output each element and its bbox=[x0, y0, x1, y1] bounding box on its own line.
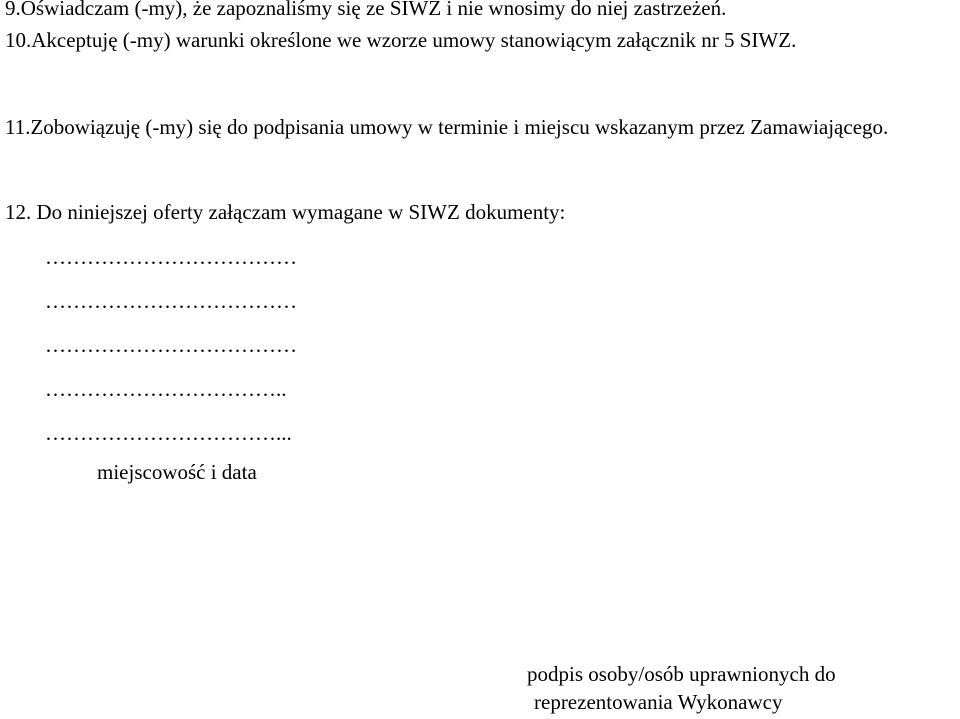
statement-11: 11.Zobowiązuję (-my) się do podpisania umowy w terminie i miejscu wskazanym przez Zamawiającego. bbox=[5, 115, 889, 139]
statement-10: 10.Akceptuję (-my) warunki określone we wzorze umowy stanowiącym załącznik nr 5 SIWZ. bbox=[5, 28, 797, 52]
signature-block bbox=[527, 660, 947, 716]
statement-9: 9.Oświadczam (-my), że zapoznaliśmy się ze SIWZ i nie wnosimy do niej zastrzeżeń. bbox=[5, 0, 727, 20]
signature-label-line-1: podpis osoby/osób uprawnionych do bbox=[527, 662, 836, 686]
attachment-line-4: …………………………….. bbox=[45, 377, 292, 401]
statement-12: 12. Do niniejszej oferty załączam wymagane w SIWZ dokumenty: bbox=[5, 200, 566, 224]
place-and-date-label: miejscowość i data bbox=[97, 460, 257, 484]
signature-label-line-2: reprezentowania Wykonawcy bbox=[534, 690, 783, 714]
attachment-line-3: ……………………………… bbox=[45, 333, 297, 357]
attachment-line-5: ……………………………... bbox=[45, 421, 297, 445]
attachment-line-2: ……………………………… bbox=[45, 289, 297, 313]
attachment-line-1: ……………………………… bbox=[45, 245, 297, 269]
